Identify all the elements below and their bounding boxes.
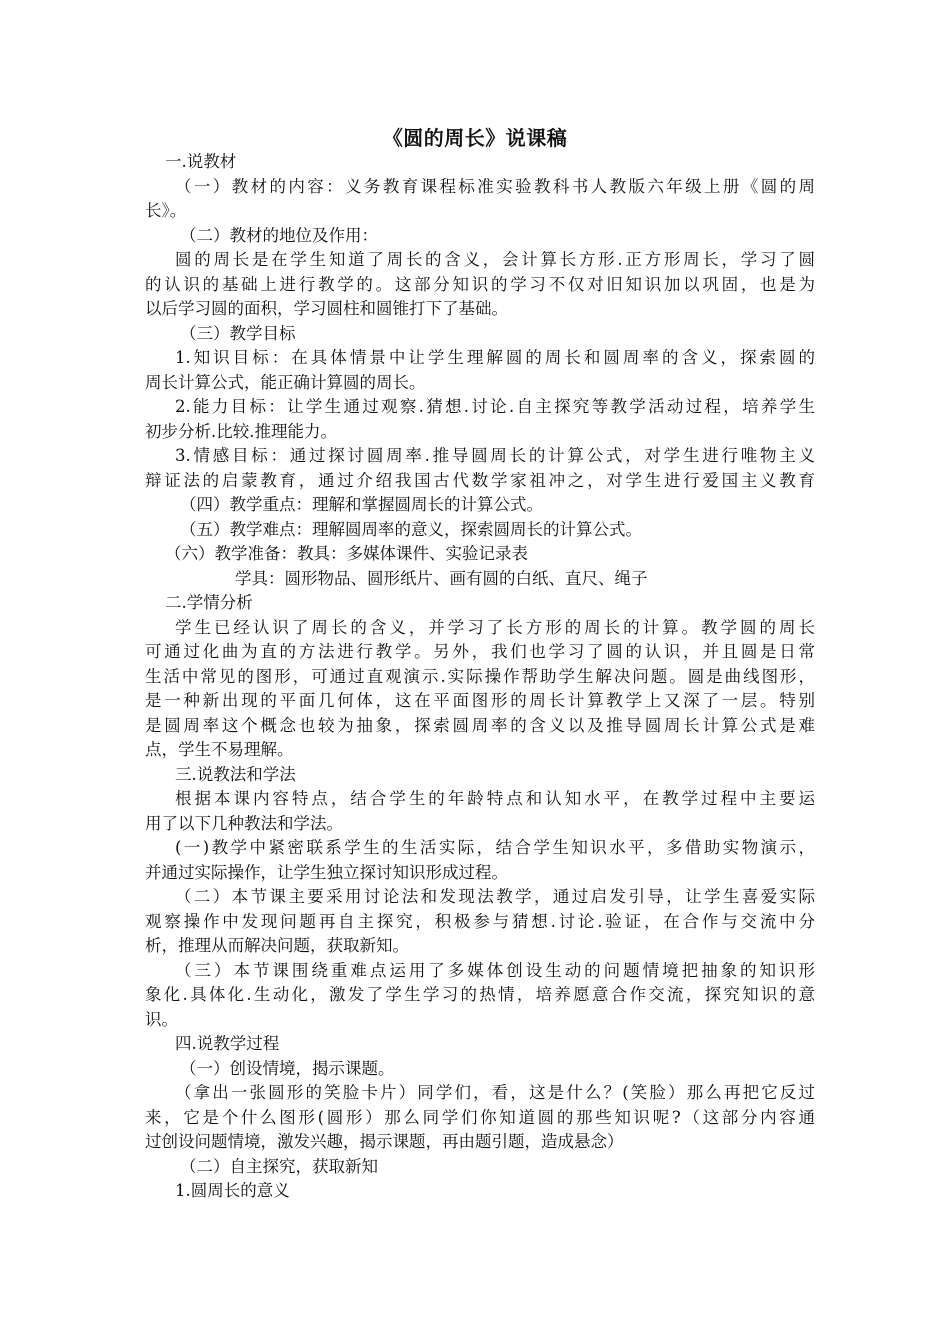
section-heading: 二.学情分析 bbox=[165, 593, 253, 612]
text-line: 象化.具体化.生动化，激发了学生学习的热情，培养愿意合作交流，探究知识的意 bbox=[145, 985, 815, 1004]
text-line: 可通过化曲为直的方法进行教学。另外，我们也学习了圆的认识，并且圆是日常 bbox=[145, 642, 815, 661]
document-body bbox=[145, 150, 815, 1204]
text-line: 是圆周率这个概念也较为抽象，探索圆周率的含义以及推导圆周长计算公式是难 bbox=[145, 715, 815, 735]
paragraph bbox=[145, 836, 815, 885]
text-line: 周长计算公式，能正确计算圆的周长。 bbox=[145, 372, 426, 392]
section-heading: 四.说教学过程 bbox=[175, 1034, 280, 1053]
text-line: 是一种新出现的平面几何体，这在平面图形的周长计算教学上又深了一层。特别 bbox=[145, 691, 815, 710]
text-line: 的认识的基础上进行教学的。这部分知识的学习不仅对旧知识加以巩固，也是为 bbox=[145, 274, 815, 294]
paragraph bbox=[145, 1032, 815, 1057]
text-line: 学具：圆形物品、圆形纸片、画有圆的白纸、直尺、绳子 bbox=[235, 568, 648, 588]
text-line: （六）教学准备：教具：多媒体课件、实验记录表 bbox=[165, 544, 528, 563]
subsection-heading: （二）自主探究，获取新知 bbox=[180, 1156, 378, 1176]
subsection-heading: （三）教学目标 bbox=[180, 323, 296, 343]
paragraph bbox=[145, 542, 815, 591]
text-line: 学生已经认识了周长的含义，并学习了长方形的周长的计算。教学圆的周长 bbox=[175, 617, 815, 637]
paragraph bbox=[145, 1057, 815, 1082]
paragraph bbox=[145, 346, 815, 395]
paragraph bbox=[145, 322, 815, 347]
text-line: 1.知识目标：在具体情景中让学生理解圆的周长和圆周率的含义，探索圆的 bbox=[175, 348, 815, 367]
text-line: 辩证法的启蒙教育，通过介绍我国古代数学家祖冲之，对学生进行爱国主义教育 bbox=[145, 470, 815, 490]
paragraph bbox=[145, 395, 815, 444]
text-line: 并通过实际操作，让学生独立探讨知识形成过程。 bbox=[145, 862, 508, 882]
paragraph bbox=[145, 248, 815, 322]
paragraph bbox=[145, 444, 815, 493]
text-line: （四）教学重点：理解和掌握圆周长的计算公式。 bbox=[180, 495, 543, 514]
text-line: 长》。 bbox=[145, 201, 187, 220]
paragraph bbox=[145, 1155, 815, 1180]
text-line: 来，它是个什么图形(圆形）那么同学们你知道圆的那些知识呢?（这部分内容通 bbox=[145, 1107, 815, 1127]
paragraph bbox=[145, 493, 815, 518]
paragraph bbox=[145, 1081, 815, 1155]
text-line: （拿出一张圆形的笑脸卡片）同学们，看，这是什么？(笑脸）那么再把它反过 bbox=[175, 1083, 815, 1102]
text-line: 根据本课内容特点，结合学生的年龄特点和认知水平，在教学过程中主要运 bbox=[175, 789, 815, 808]
paragraph bbox=[145, 150, 815, 175]
subsection-heading: （一）创设情境，揭示课题。 bbox=[180, 1058, 395, 1078]
text-line: 析，推理从而解决问题，获取新知。 bbox=[145, 936, 409, 955]
paragraph bbox=[145, 518, 815, 543]
text-line: 2.能力目标：让学生通过观察.猜想.讨论.自主探究等教学活动过程，培养学生 bbox=[175, 397, 815, 416]
text-line: 过创设问题情境，激发兴趣，揭示课题，再由题引题，造成悬念） bbox=[145, 1132, 624, 1151]
text-line: 圆的周长是在学生知道了周长的含义，会计算长方形.正方形周长，学习了圆 bbox=[175, 250, 815, 269]
paragraph bbox=[145, 591, 815, 616]
text-line: (一)教学中紧密联系学生的生活实际，结合学生知识水平，多借助实物演示， bbox=[175, 838, 815, 857]
text-line: （五）教学难点：理解圆周率的意义，探索圆周长的计算公式。 bbox=[180, 519, 642, 539]
paragraph bbox=[145, 959, 815, 1033]
paragraph bbox=[145, 1179, 815, 1204]
text-line: 1.圆周长的意义 bbox=[175, 1181, 290, 1200]
section-heading: 三.说教法和学法 bbox=[175, 764, 296, 784]
text-line: 以后学习圆的面积，学习圆柱和圆锥打下了基础。 bbox=[145, 299, 508, 318]
paragraph bbox=[145, 787, 815, 836]
paragraph bbox=[145, 763, 815, 788]
text-line: 初步分析.比较.推理能力。 bbox=[145, 421, 337, 441]
text-line: 识。 bbox=[145, 1009, 178, 1029]
text-line: 观察操作中发现问题再自主探究，积极参与猜想.讨论.验证，在合作与交流中分 bbox=[145, 911, 815, 931]
text-line: 3.情感目标：通过探讨圆周率.推导圆周长的计算公式，对学生进行唯物主义 bbox=[175, 446, 815, 465]
text-line: 点，学生不易理解。 bbox=[145, 740, 294, 759]
text-line: 用了以下几种教法和学法。 bbox=[145, 813, 343, 833]
text-line: （二）本节课主要采用讨论法和发现法教学，通过启发引导，让学生喜爱实际 bbox=[175, 887, 815, 906]
paragraph bbox=[145, 175, 815, 224]
document-title: 《圆的周长》说课稿 bbox=[382, 126, 568, 150]
paragraph bbox=[145, 616, 815, 763]
section-heading: 一.说教材 bbox=[165, 152, 237, 171]
subsection-heading: （二）教材的地位及作用： bbox=[180, 225, 378, 245]
paragraph bbox=[145, 224, 815, 249]
text-line: （一）教材的内容：义务教育课程标准实验教科书人教版六年级上册《圆的周 bbox=[175, 176, 815, 196]
paragraph bbox=[145, 885, 815, 959]
text-line: 生活中常见的图形，可通过直观演示.实际操作帮助学生解决问题。圆是曲线图形， bbox=[145, 666, 815, 686]
text-line: （三）本节课围绕重难点运用了多媒体创设生动的问题情境把抽象的知识形 bbox=[175, 960, 815, 980]
